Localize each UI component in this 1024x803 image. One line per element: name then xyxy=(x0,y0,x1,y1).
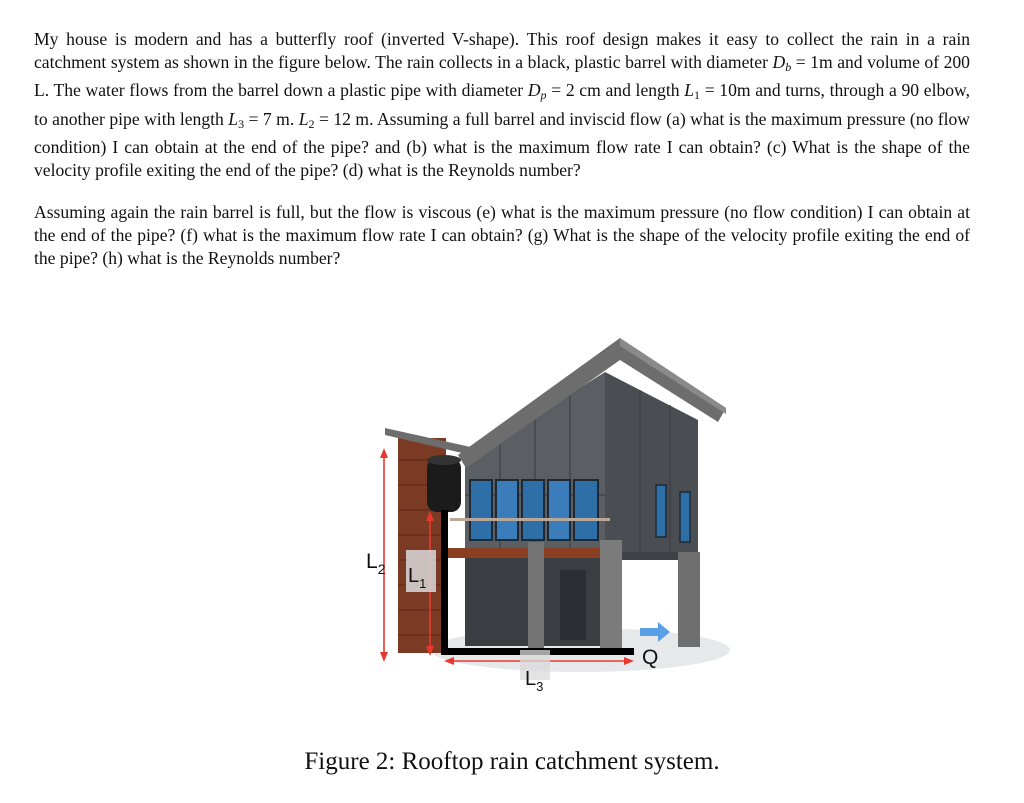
problem-paragraph-1 xyxy=(34,28,970,182)
vertical-pipe xyxy=(441,510,448,655)
deck-rail xyxy=(450,518,610,521)
problem-paragraph-2: Assuming again the rain barrel is full, but the flow is viscous (e) what is the maximum pressure (no flow condition) I can obtain at the end of the pipe? (f) what is the maximum flow rate I can obtain? (g) What is the shape of the velocity profile exiting the end of the pipe? (h) what is the Reynolds number? xyxy=(34,202,970,269)
l2-symbol: L xyxy=(298,108,309,129)
l2-subscript: 2 xyxy=(308,116,315,131)
l1-symbol: L xyxy=(684,80,695,101)
deck-band xyxy=(448,548,606,558)
db-symbol: D xyxy=(772,52,786,73)
p1-text-6: = 12 m. Assuming a full barrel and inviscid flow (a) what is the maximum pressure (no flow condition) I can obtain at the end of the pipe? and (b) what is the maximum flow rate I can obtain? (c) What is the shape of the velocity profile exiting the end of the pipe? (d) what is the Reynolds number? xyxy=(34,108,970,181)
l3-subscript: 3 xyxy=(238,116,245,131)
db-subscript: b xyxy=(785,60,792,75)
column-3 xyxy=(678,552,700,647)
p1-text-1: My house is modern and has a butterfly roof (inverted V-shape). This roof design makes it easy to collect the rain in a rain catchment system as shown in the figure below. The rain collects in a black, plastic barrel with diameter xyxy=(34,29,970,73)
p1-text-2: = 1m and volume of 200 L. The water flows from the barrel down a plastic pipe with diameter xyxy=(34,52,970,101)
p1-text-3: = 2 cm and length xyxy=(546,80,685,101)
l3-symbol: L xyxy=(228,108,239,129)
l2-dimension-arrow xyxy=(380,448,388,662)
rain-catchment-figure xyxy=(366,330,730,700)
barrel-top xyxy=(427,455,461,465)
rain-barrel xyxy=(427,458,461,512)
l3-label: $L_3$ xyxy=(525,668,544,694)
figure-caption: Figure 2: Rooftop rain catchment system. xyxy=(304,748,720,775)
l2-label: $L_2$ xyxy=(366,550,386,577)
p1-text-4: = 10m and turns, through a 90 elbow, to another pipe with length xyxy=(34,80,971,129)
dp-symbol: D xyxy=(527,80,541,101)
l1-subscript: 1 xyxy=(694,88,701,103)
windows xyxy=(470,480,690,542)
p1-text-5: = 7 m. xyxy=(244,108,299,129)
q-label: Q xyxy=(642,646,659,669)
l1-label: $L_1$ xyxy=(408,565,427,591)
column-2 xyxy=(600,540,622,655)
dp-subscript: p xyxy=(540,88,547,103)
ground-door xyxy=(560,570,586,640)
column-1 xyxy=(528,542,544,652)
